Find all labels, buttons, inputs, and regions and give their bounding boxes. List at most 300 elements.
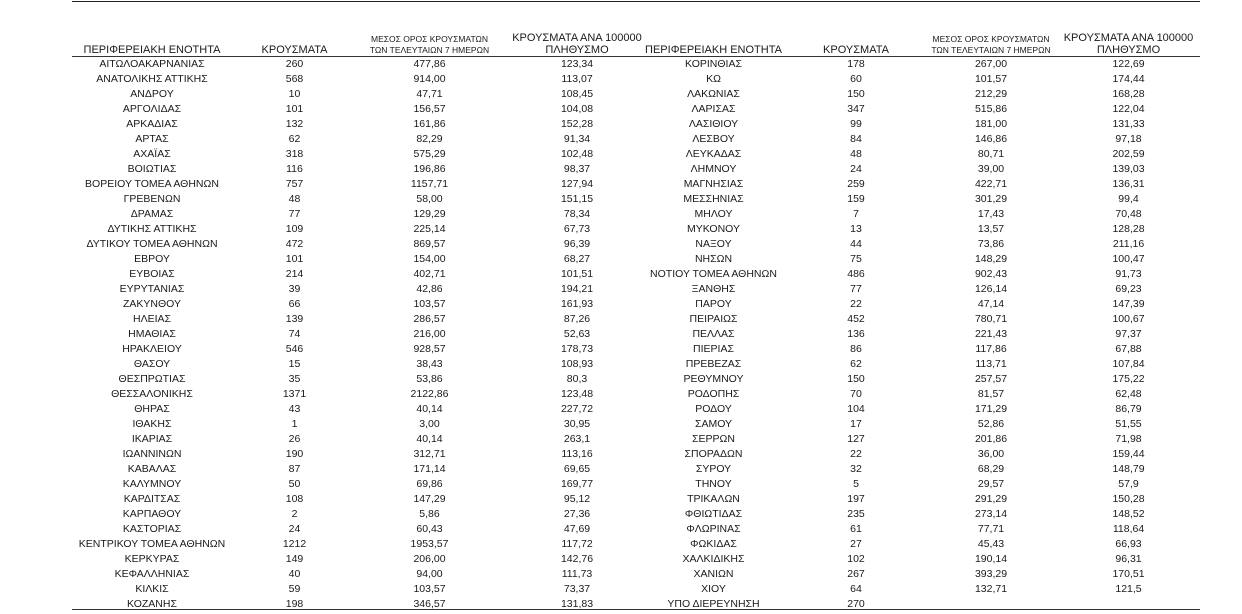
table-row bbox=[72, 236, 652, 251]
table-row bbox=[72, 56, 652, 71]
cell-cases: 10 bbox=[288, 87, 301, 100]
cell-per100k: 117,72 bbox=[561, 537, 593, 550]
cell-per100k: 73,37 bbox=[563, 582, 591, 595]
cell-avg7: 29,57 bbox=[977, 477, 1005, 490]
table-row bbox=[641, 281, 1201, 296]
cell-region: ΞΑΝΘΗΣ bbox=[691, 282, 736, 295]
table-row bbox=[641, 86, 1201, 101]
table-row bbox=[641, 101, 1201, 116]
cell-cases: 214 bbox=[285, 267, 304, 280]
cell-avg7: 575,29 bbox=[413, 147, 446, 160]
table-row bbox=[641, 116, 1201, 131]
cell-avg7: 346,57 bbox=[413, 597, 446, 610]
cell-cases: 149 bbox=[285, 552, 304, 565]
cell-avg7: 36,00 bbox=[977, 447, 1005, 460]
cell-avg7: 101,57 bbox=[974, 72, 1008, 85]
cell-avg7: 103,57 bbox=[413, 297, 446, 310]
cell-per100k: 170,51 bbox=[1112, 567, 1145, 580]
cell-avg7: 52,86 bbox=[977, 417, 1005, 430]
table-row bbox=[641, 236, 1201, 251]
cell-per100k: 169,77 bbox=[560, 477, 594, 490]
table-row bbox=[641, 131, 1201, 146]
cell-region: ΚΙΛΚΙΣ bbox=[135, 582, 169, 595]
cell-region: ΙΚΑΡΙΑΣ bbox=[131, 432, 173, 445]
cell-per100k: 78,34 bbox=[563, 207, 591, 220]
cell-cases: 60 bbox=[850, 72, 862, 85]
cell-cases: 2 bbox=[291, 507, 298, 520]
cell-avg7: 267,00 bbox=[974, 57, 1008, 70]
top-rule bbox=[72, 1, 1200, 2]
cell-region: ΛΕΣΒΟΥ bbox=[692, 132, 735, 145]
cell-region: ΠΕΛΛΑΣ bbox=[692, 327, 735, 340]
cell-per100k: 86,79 bbox=[1115, 402, 1142, 415]
table-row bbox=[72, 296, 652, 311]
cell-per100k: 122,04 bbox=[1112, 102, 1145, 115]
cell-region: ΣΑΜΟΥ bbox=[694, 417, 733, 430]
table-row bbox=[72, 161, 652, 176]
cell-per100k: 87,26 bbox=[563, 312, 591, 325]
cell-per100k: 104,08 bbox=[560, 102, 594, 115]
cell-cases: 22 bbox=[850, 297, 862, 310]
cell-per100k: 62,48 bbox=[1115, 387, 1142, 400]
cell-region: ΘΕΣΠΡΩΤΙΑΣ bbox=[118, 372, 186, 385]
table-row bbox=[72, 476, 652, 491]
bottom-rule bbox=[72, 609, 1200, 610]
table-row bbox=[641, 506, 1201, 521]
cell-avg7: 154,00 bbox=[413, 252, 446, 265]
cell-avg7: 3,00 bbox=[419, 417, 440, 430]
cell-cases: 64 bbox=[850, 582, 862, 595]
cell-cases: 62 bbox=[288, 132, 301, 145]
table-row bbox=[641, 521, 1201, 536]
cell-per100k: 47,69 bbox=[563, 522, 591, 535]
cell-cases: 62 bbox=[850, 357, 862, 370]
cell-per100k: 123,34 bbox=[560, 57, 594, 70]
header-per100k: ΚΡΟΥΣΜΑΤΑ ΑΝΑ 100000 ΠΛΗΘΥΣΜΟ bbox=[512, 32, 642, 56]
cell-region: ΖΑΚΥΝΘΟΥ bbox=[122, 297, 181, 310]
cell-region: ΦΘΙΩΤΙΔΑΣ bbox=[684, 507, 743, 520]
cell-avg7: 291,29 bbox=[974, 492, 1008, 505]
cell-per100k: 111,73 bbox=[561, 567, 593, 580]
cell-avg7: 53,86 bbox=[416, 372, 443, 385]
cell-cases: 50 bbox=[288, 477, 301, 490]
cell-cases: 35 bbox=[288, 372, 301, 385]
cell-avg7: 42,86 bbox=[416, 282, 443, 295]
table-row bbox=[641, 566, 1201, 581]
cell-avg7: 312,71 bbox=[413, 447, 446, 460]
cell-region: ΦΛΩΡΙΝΑΣ bbox=[686, 522, 741, 535]
cell-per100k: 136,31 bbox=[1112, 177, 1145, 190]
table-row bbox=[641, 191, 1201, 206]
table-row bbox=[72, 521, 652, 536]
cell-cases: 17 bbox=[850, 417, 862, 430]
table-row bbox=[72, 146, 652, 161]
table-row bbox=[641, 416, 1201, 431]
table-row bbox=[72, 431, 652, 446]
cell-avg7: 113,71 bbox=[975, 357, 1007, 370]
cell-avg7: 869,57 bbox=[413, 237, 446, 250]
cell-region: ΗΡΑΚΛΕΙΟΥ bbox=[122, 342, 182, 355]
cell-per100k: 51,55 bbox=[1115, 417, 1142, 430]
header-cases: ΚΡΟΥΣΜΑΤΑ bbox=[261, 44, 328, 56]
cell-per100k: 127,94 bbox=[560, 177, 594, 190]
cell-cases: 39 bbox=[288, 282, 301, 295]
table-row bbox=[72, 326, 652, 341]
cell-per100k: 121,5 bbox=[1115, 582, 1142, 595]
cell-avg7: 94,00 bbox=[416, 567, 443, 580]
cell-avg7: 225,14 bbox=[413, 222, 446, 235]
cell-cases: 59 bbox=[288, 582, 301, 595]
cell-per100k: 211,16 bbox=[1112, 237, 1145, 250]
cell-cases: 13 bbox=[850, 222, 862, 235]
cell-per100k: 99,4 bbox=[1118, 192, 1139, 205]
cell-avg7: 81,57 bbox=[977, 387, 1005, 400]
cell-cases: 259 bbox=[847, 177, 865, 190]
cell-per100k: 67,73 bbox=[563, 222, 591, 235]
cell-region: ΜΗΛΟΥ bbox=[694, 207, 733, 220]
cell-avg7: 171,14 bbox=[413, 462, 446, 475]
cell-region: ΣΕΡΡΩΝ bbox=[692, 432, 735, 445]
cell-cases: 70 bbox=[850, 387, 862, 400]
cell-cases: 75 bbox=[850, 252, 862, 265]
cell-region: ΤΗΝΟΥ bbox=[695, 477, 732, 490]
cell-cases: 24 bbox=[288, 522, 301, 535]
table-row bbox=[72, 176, 652, 191]
cell-per100k: 175,22 bbox=[1112, 372, 1145, 385]
cell-per100k: 139,03 bbox=[1112, 162, 1145, 175]
cell-avg7: 928,57 bbox=[413, 342, 446, 355]
cell-per100k: 67,88 bbox=[1115, 342, 1142, 355]
cell-cases: 235 bbox=[847, 507, 865, 520]
cell-region: ΗΜΑΘΙΑΣ bbox=[128, 327, 176, 340]
cell-cases: 139 bbox=[285, 312, 304, 325]
cell-region: ΧΑΛΚΙΔΙΚΗΣ bbox=[682, 552, 745, 565]
cell-avg7: 171,29 bbox=[974, 402, 1008, 415]
cell-avg7: 221,43 bbox=[974, 327, 1008, 340]
cell-per100k: 263,1 bbox=[563, 432, 591, 445]
cell-cases: 104 bbox=[847, 402, 865, 415]
cell-avg7: 73,86 bbox=[977, 237, 1005, 250]
table-row bbox=[641, 221, 1201, 236]
cell-avg7: 1953,57 bbox=[410, 537, 449, 550]
header-region: ΠΕΡΙΦΕΡΕΙΑΚΗ ΕΝΟΤΗΤΑ bbox=[83, 44, 221, 56]
table-row bbox=[72, 131, 652, 146]
cell-region: ΑΡΤΑΣ bbox=[135, 132, 169, 145]
cell-cases: 1212 bbox=[282, 537, 307, 550]
cell-region: ΛΑΚΩΝΙΑΣ bbox=[687, 87, 740, 100]
cell-region: ΝΗΣΩΝ bbox=[694, 252, 733, 265]
cell-per100k: 98,37 bbox=[563, 162, 591, 175]
cell-avg7: 68,29 bbox=[977, 462, 1005, 475]
cell-avg7: 45,43 bbox=[977, 537, 1005, 550]
table-row bbox=[641, 431, 1201, 446]
cell-avg7: 129,29 bbox=[413, 207, 446, 220]
table-row bbox=[641, 476, 1201, 491]
table-row bbox=[641, 491, 1201, 506]
cell-cases: 43 bbox=[288, 402, 301, 415]
cell-region: ΑΡΚΑΔΙΑΣ bbox=[126, 117, 178, 130]
left-rows bbox=[72, 56, 652, 611]
cell-per100k: 148,79 bbox=[1112, 462, 1145, 475]
cell-cases: 15 bbox=[288, 357, 301, 370]
cell-region: ΘΕΣΣΑΛΟΝΙΚΗΣ bbox=[111, 387, 193, 400]
cell-per100k: 159,44 bbox=[1112, 447, 1145, 460]
cell-per100k: 174,44 bbox=[1112, 72, 1145, 85]
cell-per100k: 113,07 bbox=[561, 72, 593, 85]
header-cases: ΚΡΟΥΣΜΑΤΑ bbox=[823, 44, 889, 56]
cell-per100k: 27,36 bbox=[563, 507, 591, 520]
cell-per100k: 108,93 bbox=[560, 357, 594, 370]
cell-avg7: 13,57 bbox=[977, 222, 1005, 235]
cell-avg7: 301,29 bbox=[974, 192, 1008, 205]
cell-avg7: 40,14 bbox=[416, 402, 443, 415]
cell-region: ΘΗΡΑΣ bbox=[134, 402, 170, 415]
cell-avg7: 2122,86 bbox=[410, 387, 449, 400]
cell-per100k: 161,93 bbox=[560, 297, 594, 310]
cell-cases: 5 bbox=[853, 477, 859, 490]
table-row bbox=[72, 491, 652, 506]
cell-avg7: 132,71 bbox=[974, 582, 1008, 595]
table-row bbox=[72, 566, 652, 581]
table-row bbox=[641, 461, 1201, 476]
table-row bbox=[72, 266, 652, 281]
cell-region: ΚΟΖΑΝΗΣ bbox=[127, 597, 177, 610]
cell-avg7: 39,00 bbox=[977, 162, 1005, 175]
cell-avg7: 201,86 bbox=[974, 432, 1008, 445]
cell-per100k: 131,83 bbox=[560, 597, 594, 610]
cell-avg7: 914,00 bbox=[413, 72, 446, 85]
table-row bbox=[72, 461, 652, 476]
cell-per100k: 57,9 bbox=[1118, 477, 1139, 490]
cell-cases: 1 bbox=[291, 417, 298, 430]
cell-region: ΔΡΑΜΑΣ bbox=[130, 207, 174, 220]
cell-per100k: 69,23 bbox=[1115, 282, 1142, 295]
cell-cases: 486 bbox=[847, 267, 865, 280]
cell-avg7: 286,57 bbox=[413, 312, 446, 325]
cell-avg7: 60,43 bbox=[416, 522, 443, 535]
header-per100k: ΚΡΟΥΣΜΑΤΑ ΑΝΑ 100000 ΠΛΗΘΥΣΜΟ bbox=[1063, 32, 1194, 56]
cell-per100k: 122,69 bbox=[1112, 57, 1145, 70]
cell-avg7: 103,57 bbox=[413, 582, 446, 595]
cell-avg7: 40,14 bbox=[416, 432, 443, 445]
cell-cases: 472 bbox=[285, 237, 304, 250]
cell-region: ΡΟΔΟΥ bbox=[695, 402, 732, 415]
cell-region: ΛΑΣΙΘΙΟΥ bbox=[688, 117, 739, 130]
cell-region: ΜΑΓΝΗΣΙΑΣ bbox=[683, 177, 744, 190]
cell-avg7: 148,29 bbox=[974, 252, 1008, 265]
cell-region: ΚΕΝΤΡΙΚΟΥ ΤΟΜΕΑ ΑΘΗΝΩΝ bbox=[78, 537, 226, 550]
cell-cases: 132 bbox=[285, 117, 304, 130]
cell-cases: 48 bbox=[850, 147, 862, 160]
cell-cases: 198 bbox=[285, 597, 304, 610]
cell-cases: 77 bbox=[288, 207, 301, 220]
cell-region: ΝΟΤΙΟΥ ΤΟΜΕΑ ΑΘΗΝΩΝ bbox=[650, 267, 777, 280]
cell-cases: 61 bbox=[850, 522, 862, 535]
cell-region: ΒΟΙΩΤΙΑΣ bbox=[127, 162, 177, 175]
cell-avg7: 126,14 bbox=[974, 282, 1008, 295]
cell-cases: 66 bbox=[288, 297, 301, 310]
cell-per100k: 70,48 bbox=[1115, 207, 1142, 220]
cell-cases: 150 bbox=[847, 87, 865, 100]
header-avg7: ΜΕΣΟΣ ΟΡΟΣ ΚΡΟΥΣΜΑΤΩΝ ΤΩΝ ΤΕΛΕΥΤΑΙΩΝ 7 ΗΜΕΡΩΝ bbox=[931, 34, 1051, 55]
table-row bbox=[641, 386, 1201, 401]
cell-per100k: 96,31 bbox=[1115, 552, 1142, 565]
cell-region: ΝΑΞΟΥ bbox=[695, 237, 732, 250]
table-row bbox=[641, 311, 1201, 326]
cell-region: ΠΕΙΡΑΙΩΣ bbox=[689, 312, 738, 325]
cell-cases: 190 bbox=[285, 447, 304, 460]
table-row bbox=[72, 311, 652, 326]
cell-avg7: 147,29 bbox=[413, 492, 446, 505]
cell-per100k: 202,59 bbox=[1112, 147, 1145, 160]
cell-per100k: 30,95 bbox=[563, 417, 591, 430]
cell-per100k: 66,93 bbox=[1115, 537, 1142, 550]
cell-cases: 197 bbox=[847, 492, 865, 505]
cell-cases: 757 bbox=[285, 177, 304, 190]
cell-avg7: 273,14 bbox=[974, 507, 1008, 520]
cell-per100k: 113,16 bbox=[561, 447, 593, 460]
cell-region: ΦΩΚΙΔΑΣ bbox=[690, 537, 737, 550]
table-row bbox=[641, 296, 1201, 311]
cell-per100k: 118,64 bbox=[1112, 522, 1145, 535]
cell-region: ΠΡΕΒΕΖΑΣ bbox=[685, 357, 742, 370]
table-row bbox=[72, 371, 652, 386]
cell-cases: 108 bbox=[285, 492, 304, 505]
cell-cases: 86 bbox=[850, 342, 862, 355]
table-row bbox=[641, 551, 1201, 566]
table-row bbox=[72, 101, 652, 116]
cell-cases: 24 bbox=[850, 162, 862, 175]
cell-cases: 136 bbox=[847, 327, 865, 340]
cell-region: ΣΥΡΟΥ bbox=[695, 462, 732, 475]
cell-region: ΜΕΣΣΗΝΙΑΣ bbox=[683, 192, 744, 205]
right-rows bbox=[641, 56, 1201, 611]
cell-avg7: 38,43 bbox=[416, 357, 443, 370]
cell-avg7: 477,86 bbox=[413, 57, 446, 70]
cell-region: ΔΥΤΙΚΟΥ ΤΟΜΕΑ ΑΘΗΝΩΝ bbox=[86, 237, 218, 250]
table-row bbox=[72, 446, 652, 461]
cell-cases: 318 bbox=[285, 147, 304, 160]
cell-region: ΚΑΡΔΙΤΣΑΣ bbox=[123, 492, 181, 505]
cell-cases: 27 bbox=[850, 537, 862, 550]
table-row bbox=[72, 506, 652, 521]
cell-region: ΕΒΡΟΥ bbox=[134, 252, 170, 265]
cell-per100k: 123,48 bbox=[560, 387, 594, 400]
cell-cases: 178 bbox=[847, 57, 865, 70]
cell-avg7: 902,43 bbox=[974, 267, 1008, 280]
cell-per100k: 80,3 bbox=[566, 372, 588, 385]
cell-avg7: 161,86 bbox=[413, 117, 446, 130]
cell-cases: 99 bbox=[850, 117, 862, 130]
cell-region: ΚΑΒΑΛΑΣ bbox=[127, 462, 177, 475]
cell-region: ΣΠΟΡΑΔΩΝ bbox=[684, 447, 743, 460]
cell-per100k: 150,28 bbox=[1112, 492, 1145, 505]
table-row bbox=[641, 401, 1201, 416]
cell-per100k: 194,21 bbox=[560, 282, 594, 295]
cell-region: ΚΑΡΠΑΘΟΥ bbox=[122, 507, 182, 520]
table-row bbox=[641, 371, 1201, 386]
cell-region: ΡΕΘΥΜΝΟΥ bbox=[683, 372, 744, 385]
table-row bbox=[72, 191, 652, 206]
cell-region: ΙΩΑΝΝΙΝΩΝ bbox=[122, 447, 182, 460]
cell-avg7: 206,00 bbox=[413, 552, 446, 565]
cell-region: ΚΕΦΑΛΛΗΝΙΑΣ bbox=[114, 567, 190, 580]
cell-cases: 1371 bbox=[282, 387, 307, 400]
cell-per100k: 91,73 bbox=[1115, 267, 1142, 280]
cell-cases: 48 bbox=[288, 192, 301, 205]
cell-cases: 150 bbox=[847, 372, 865, 385]
cell-region: ΛΕΥΚΑΔΑΣ bbox=[685, 147, 742, 160]
cell-cases: 101 bbox=[285, 102, 304, 115]
table-row bbox=[641, 251, 1201, 266]
table-row bbox=[641, 326, 1201, 341]
cell-per100k: 97,18 bbox=[1115, 132, 1142, 145]
cell-region: ΕΥΒΟΙΑΣ bbox=[129, 267, 175, 280]
cell-cases: 26 bbox=[288, 432, 301, 445]
cell-region: ΤΡΙΚΑΛΩΝ bbox=[687, 492, 740, 505]
cell-per100k: 131,33 bbox=[1112, 117, 1145, 130]
cell-region: ΠΙΕΡΙΑΣ bbox=[693, 342, 734, 355]
cell-avg7: 17,43 bbox=[977, 207, 1005, 220]
cell-region: ΜΥΚΟΝΟΥ bbox=[686, 222, 740, 235]
cell-per100k: 151,15 bbox=[560, 192, 594, 205]
table-row bbox=[641, 341, 1201, 356]
cell-region: ΠΑΡΟΥ bbox=[695, 297, 732, 310]
cell-cases: 159 bbox=[847, 192, 865, 205]
cell-region: ΙΘΑΚΗΣ bbox=[132, 417, 172, 430]
cell-avg7: 47,71 bbox=[416, 87, 443, 100]
cell-per100k: 168,28 bbox=[1112, 87, 1145, 100]
cell-cases: 74 bbox=[288, 327, 301, 340]
table-row bbox=[72, 251, 652, 266]
table-row bbox=[641, 536, 1201, 551]
table-row bbox=[72, 356, 652, 371]
cell-avg7: 156,57 bbox=[413, 102, 446, 115]
cell-per100k: 91,34 bbox=[563, 132, 591, 145]
cell-avg7: 190,14 bbox=[974, 552, 1008, 565]
cell-cases: 40 bbox=[288, 567, 301, 580]
cell-region: ΚΑΣΤΟΡΙΑΣ bbox=[122, 522, 182, 535]
cell-avg7: 77,71 bbox=[977, 522, 1005, 535]
cell-avg7: 196,86 bbox=[413, 162, 446, 175]
table-row bbox=[641, 176, 1201, 191]
cell-avg7: 393,29 bbox=[974, 567, 1008, 580]
table-row bbox=[641, 71, 1201, 86]
cell-cases: 44 bbox=[850, 237, 862, 250]
cell-region: ΚΑΛΥΜΝΟΥ bbox=[122, 477, 182, 490]
cell-region: ΘΑΣΟΥ bbox=[133, 357, 171, 370]
cell-per100k: 97,37 bbox=[1115, 327, 1142, 340]
cell-region: ΑΝΔΡΟΥ bbox=[130, 87, 174, 100]
cell-avg7: 515,86 bbox=[974, 102, 1008, 115]
cell-cases: 84 bbox=[850, 132, 862, 145]
cell-region: ΧΑΝΙΩΝ bbox=[693, 567, 734, 580]
cell-cases: 22 bbox=[850, 447, 862, 460]
cell-per100k: 96,39 bbox=[563, 237, 591, 250]
cell-cases: 101 bbox=[285, 252, 304, 265]
cell-avg7: 422,71 bbox=[974, 177, 1008, 190]
cell-per100k: 227,72 bbox=[560, 402, 594, 415]
cell-region: ΑΡΓΟΛΙΔΑΣ bbox=[122, 102, 182, 115]
cell-per100k: 95,12 bbox=[563, 492, 591, 505]
cell-cases: 87 bbox=[288, 462, 301, 475]
cell-region: ΥΠΟ ΔΙΕΡΕΥΝΗΣΗ bbox=[667, 597, 760, 610]
cell-cases: 452 bbox=[847, 312, 865, 325]
cell-per100k: 152,28 bbox=[560, 117, 594, 130]
table-row bbox=[641, 446, 1201, 461]
cell-avg7: 1157,71 bbox=[410, 177, 449, 190]
cell-avg7: 402,71 bbox=[413, 267, 446, 280]
